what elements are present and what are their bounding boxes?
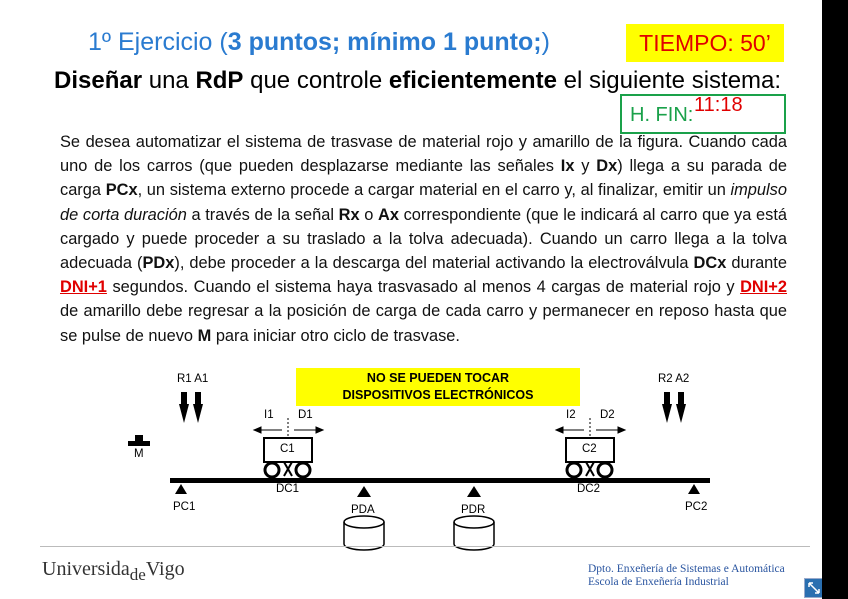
button-m-icon <box>128 435 150 446</box>
expand-icon[interactable] <box>804 578 822 598</box>
warning-banner: NO SE PUEDEN TOCAR DISPOSITIVOS ELECTRÓNICOS <box>296 368 580 406</box>
label-m: M <box>134 448 144 460</box>
end-time-value: 11:18 <box>694 94 743 116</box>
label-d1: D1 <box>298 409 313 421</box>
right-edge-bar <box>822 0 848 599</box>
label-dc2: DC2 <box>577 483 601 495</box>
label-i2: I2 <box>566 409 576 421</box>
label-r2-a2: R2 A2 <box>658 373 690 385</box>
department-info: Dpto. Enxeñería de Sistemas e Automática Escola de Enxeñería Industrial <box>588 563 785 588</box>
label-pdr: PDR <box>461 504 486 516</box>
pc2-marker <box>688 484 700 494</box>
arrows-c2 <box>556 418 625 438</box>
sensors-r1-a1-icon <box>179 392 203 423</box>
label-c1: C1 <box>280 443 295 455</box>
label-d2: D2 <box>600 409 615 421</box>
label-pc1: PC1 <box>173 501 196 513</box>
label-i1: I1 <box>264 409 274 421</box>
label-dc1: DC1 <box>276 483 300 495</box>
label-r1-a1: R1 A1 <box>177 373 209 385</box>
pda-marker <box>357 486 371 497</box>
time-limit-badge: TIEMPO: 50’ <box>626 24 784 62</box>
exercise-title: 1º Ejercicio (3 puntos; mínimo 1 punto;) <box>88 28 550 56</box>
label-pc2: PC2 <box>685 501 708 513</box>
label-pda: PDA <box>351 504 375 516</box>
exercise-heading: Diseñar una RdP que controle eficientemente el siguiente sistema: <box>54 67 782 94</box>
end-time-label: H. FIN: <box>630 104 694 126</box>
footer-divider <box>40 546 810 547</box>
arrows-c1 <box>254 418 323 438</box>
label-c2: C2 <box>582 443 597 455</box>
pdr-marker <box>467 486 481 497</box>
pc1-marker <box>175 484 187 494</box>
expand-arrows-icon <box>805 579 822 597</box>
sensors-r2-a2-icon <box>662 392 686 423</box>
university-logo: Universida$_{de}$Vigo <box>42 558 185 584</box>
rail <box>170 478 710 483</box>
hopper-pdr <box>454 516 494 550</box>
exercise-description: Se desea automatizar el sistema de trasvase de material rojo y amarillo de la figura. Cuando cada uno de los carros (que pueden desplazarse mediante las señales Ix y Dx) llega a su parada de carga PCx, un sistema externo procede a cargar material en el carro y, al finalizar, emitir un impulso de corta duración a través de la señal Rx o Ax correspondiente (que le indicará al carro que ya está cargado y puede proceder a su traslado a la tolva adecuada). Cuando un carro llega a la tolva adecuada (PDx), debe proceder a la descarga del material activando la electroválvula DCx durante DNI+1 segundos. Cuando el sistema haya trasvasado al menos 4 cargas de material rojo y DNI+2 de amarillo debe regresar a la posición de carga de cada carro y permanecer en reposo hasta que se pulse de nuevo M para iniciar otro ciclo de trasvase. <box>60 133 787 345</box>
hopper-pda <box>344 516 384 550</box>
